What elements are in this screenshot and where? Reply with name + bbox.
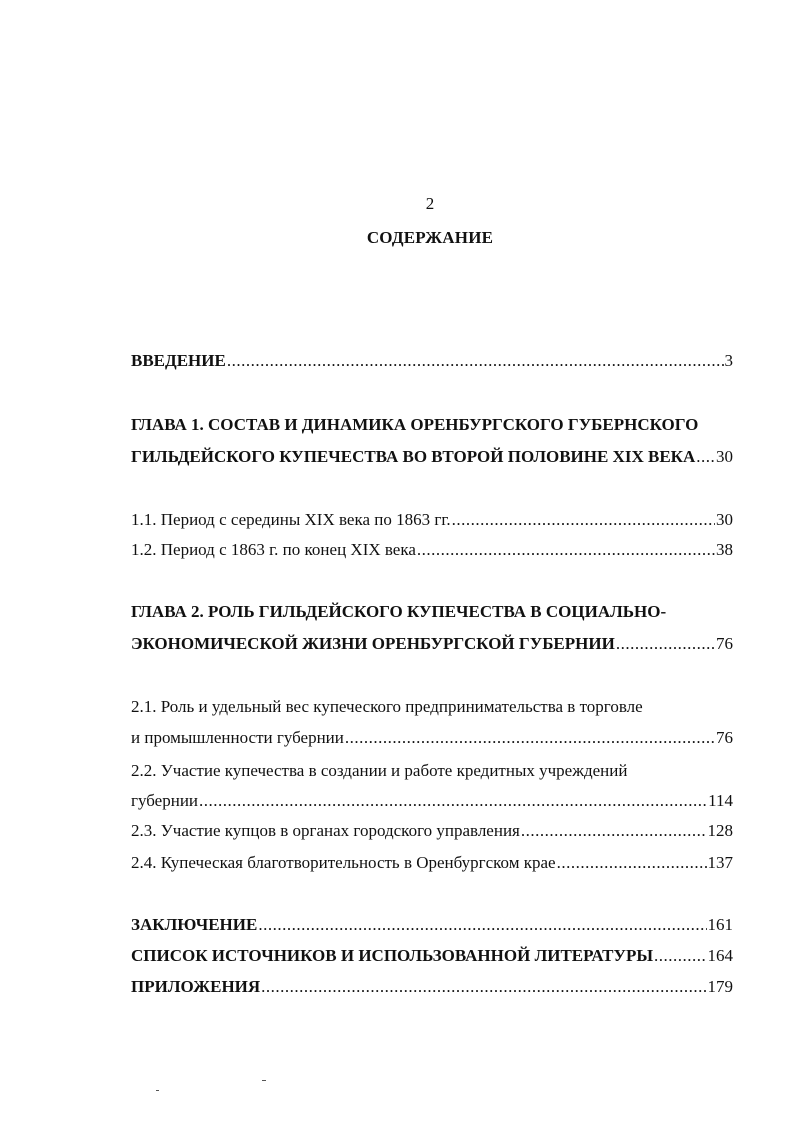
- toc-entry-page: 164: [707, 946, 733, 965]
- toc-entry-page: 38: [716, 540, 733, 559]
- toc-entry-label: СПИСОК ИСТОЧНИКОВ И ИСПОЛЬЗОВАННОЙ ЛИТЕРАТУРЫ: [131, 946, 654, 965]
- toc-entry-label: ЗАКЛЮЧЕНИЕ: [131, 915, 258, 934]
- scan-speck: [262, 1080, 266, 1081]
- leader-dots: [258, 914, 706, 936]
- leader-dots: [261, 976, 706, 998]
- toc-entry-page: 76: [716, 728, 733, 747]
- toc-section-2-2-line1: 2.2. Участие купечества в создании и работе кредитных учреждений: [131, 761, 628, 780]
- toc-entry-2-2: [131, 790, 733, 812]
- toc-entry-2-3: [131, 820, 733, 842]
- toc-entry-appendix: [131, 976, 733, 998]
- toc-entry-page: 161: [707, 915, 733, 934]
- toc-entry-label: ЭКОНОМИЧЕСКОЙ ЖИЗНИ ОРЕНБУРГСКОЙ ГУБЕРНИИ: [131, 634, 615, 653]
- leader-dots: [345, 727, 715, 749]
- toc-entry-page: 179: [707, 977, 733, 996]
- toc-entry-1-1: [131, 509, 733, 531]
- toc-entry-label: ПРИЛОЖЕНИЯ: [131, 977, 261, 996]
- toc-entry-page: 128: [707, 821, 733, 840]
- toc-entry-conclusion: [131, 914, 733, 936]
- toc-entry-page: 137: [707, 853, 733, 872]
- toc-entry-page: 114: [708, 791, 733, 810]
- toc-entry-chapter-2: [131, 633, 733, 655]
- toc-entry-2-1: [131, 727, 733, 749]
- page-number: 2: [425, 194, 435, 213]
- toc-entry-label: 1.1. Период с середины XIX века по 1863 гг.: [131, 510, 451, 529]
- leader-dots: [417, 539, 715, 561]
- toc-section-2-1-line1: 2.1. Роль и удельный вес купеческого предпринимательства в торговле: [131, 697, 643, 716]
- toc-entry-1-2: [131, 539, 733, 561]
- toc-entry-label: 1.2. Период с 1863 г. по конец XIX века: [131, 540, 416, 559]
- toc-entry-label: 2.3. Участие купцов в органах городского управления: [131, 821, 520, 840]
- toc-title: СОДЕРЖАНИЕ: [366, 228, 494, 247]
- leader-dots: [654, 945, 706, 967]
- leader-dots: [616, 633, 715, 655]
- toc-entry-label: 2.4. Купеческая благотворительность в Оренбургском крае: [131, 853, 556, 872]
- leader-dots: [452, 509, 715, 531]
- toc-entry-chapter-1: [131, 446, 733, 468]
- toc-entry-label: ВВЕДЕНИЕ: [131, 351, 226, 370]
- toc-entry-sources: [131, 945, 733, 967]
- leader-dots: [521, 820, 707, 842]
- toc-entry-label: ГИЛЬДЕЙСКОГО КУПЕЧЕСТВА ВО ВТОРОЙ ПОЛОВИНЕ XIX ВЕКА: [131, 447, 696, 466]
- leader-dots: [199, 790, 707, 812]
- leader-dots: [227, 350, 724, 372]
- toc-entry-page: 30: [716, 447, 733, 466]
- toc-entry-label: губернии: [131, 791, 199, 810]
- toc-entry-page: 76: [716, 634, 733, 653]
- toc-entry-page: 30: [716, 510, 733, 529]
- toc-entry-2-4: [131, 852, 733, 874]
- toc-entry-intro: [131, 350, 733, 372]
- leader-dots: [557, 852, 707, 874]
- toc-entry-page: 3: [724, 351, 733, 370]
- scan-speck: [156, 1090, 159, 1091]
- toc-chapter-1-line1: ГЛАВА 1. СОСТАВ И ДИНАМИКА ОРЕНБУРГСКОГО ГУБЕРНСКОГО: [131, 415, 699, 434]
- leader-dots: [696, 446, 715, 468]
- toc-chapter-2-line1: ГЛАВА 2. РОЛЬ ГИЛЬДЕЙСКОГО КУПЕЧЕСТВА В СОЦИАЛЬНО-: [131, 602, 667, 621]
- toc-entry-label: и промышленности губернии: [131, 728, 344, 747]
